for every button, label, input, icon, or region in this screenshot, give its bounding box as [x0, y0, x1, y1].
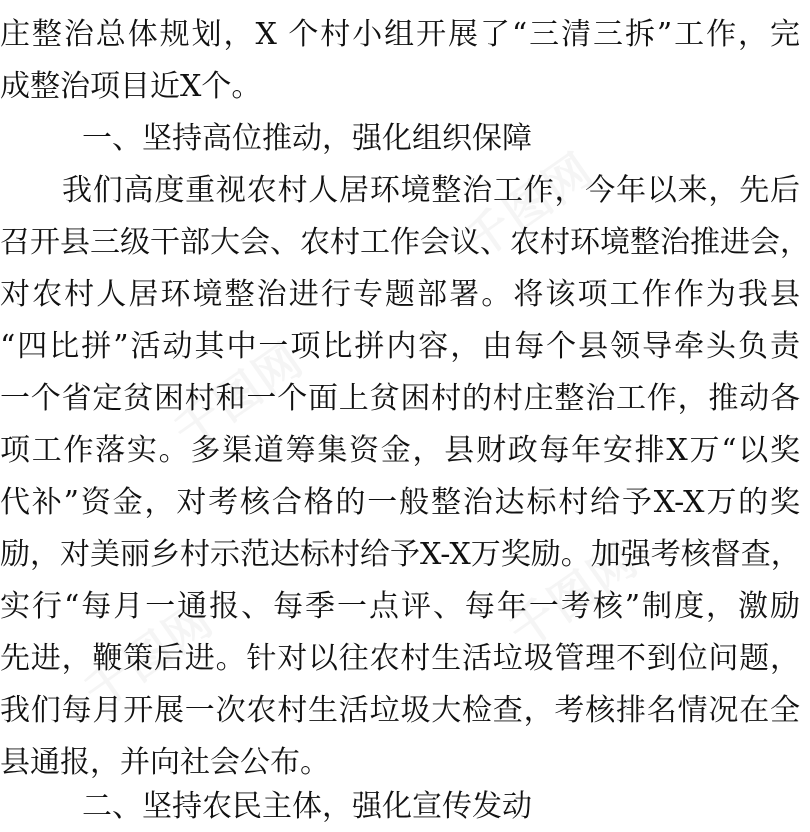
text-line: 励，对美丽乡村示范达标村给予X-X万奖励。加强考核督查，	[0, 537, 801, 572]
text-line: 实行“每月一通报、每季一点评、每年一考核”制度，激励	[0, 589, 800, 624]
watermark: 千图网	[74, 592, 224, 719]
text-line: 一个省定贫困村和一个面上贫困村的村庄整治工作，推动各	[0, 381, 800, 416]
text-line: 先进，鞭策后进。针对以往农村生活垃圾管理不到位问题，	[0, 641, 800, 676]
watermark: 千图网	[454, 142, 604, 269]
text-line: 对农村人居环境整治进行专题部署。将该项工作作为我县	[0, 277, 800, 312]
text-line: 召开县三级干部大会、农村工作会议、农村环境整治推进会，	[0, 225, 810, 260]
text-line: 我们每月开展一次农村生活垃圾大检查，考核排名情况在全	[0, 693, 800, 728]
watermark: 千图网	[164, 332, 314, 459]
text-line: 县通报，并向社会公布。	[0, 745, 330, 780]
text-line: 项工作落实。多渠道筹集资金，县财政每年安排X万“以奖	[0, 433, 800, 468]
text-line: “四比拼”活动其中一项比拼内容，由每个县领导牵头负责	[0, 329, 800, 364]
text-line: 庄整治总体规划，X 个村小组开展了“三清三拆”工作，完	[0, 17, 800, 52]
section-heading: 一、坚持高位推动，强化组织保障	[82, 121, 532, 156]
text-line: 成整治项目近X个。	[0, 69, 262, 104]
text-line: 我们高度重视农村人居环境整治工作，今年以来，先后	[62, 173, 800, 208]
text-line: 代补”资金，对考核合格的一般整治达标村给予X-X万的奖	[0, 485, 800, 520]
section-heading: 二、坚持农民主体，强化宣传发动	[82, 789, 532, 824]
watermark: 千图网	[499, 532, 649, 659]
